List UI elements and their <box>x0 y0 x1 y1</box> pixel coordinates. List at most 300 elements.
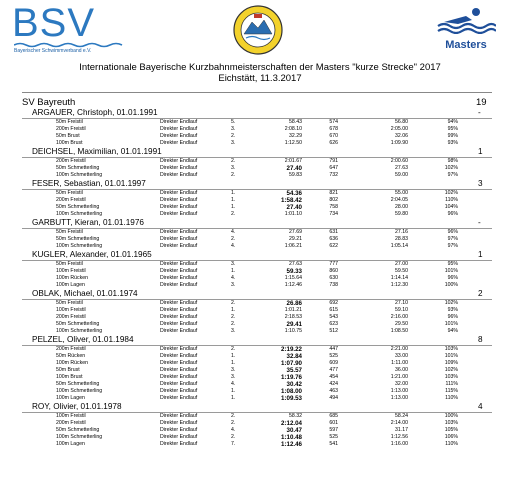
result-event: 100m Brust <box>56 374 83 380</box>
result-reference-time: 1:21.00 <box>390 374 408 380</box>
result-row <box>0 413 520 420</box>
result-row <box>0 165 520 172</box>
result-reference-time: 28.83 <box>395 236 408 242</box>
result-time: 35.57 <box>286 367 302 374</box>
result-row <box>0 381 520 388</box>
result-time: 29.21 <box>289 236 302 242</box>
result-round: Direkter Endlauf <box>160 236 198 242</box>
result-place: 4. <box>231 381 236 387</box>
result-points: 860 <box>329 268 338 274</box>
result-reference-time: 2:05.00 <box>390 126 408 132</box>
result-points: 541 <box>329 441 338 447</box>
result-reference-time: 28.00 <box>395 204 408 210</box>
result-time: 27.40 <box>286 204 302 211</box>
result-event: 100m Rücken <box>56 275 89 281</box>
result-round: Direkter Endlauf <box>160 360 198 366</box>
result-place: 2. <box>231 346 236 352</box>
result-event: 200m Freistil <box>56 158 86 164</box>
result-place: 2. <box>231 420 236 426</box>
header-divider <box>22 92 492 93</box>
result-round: Direkter Endlauf <box>160 314 198 320</box>
result-round: Direkter Endlauf <box>160 388 198 394</box>
result-round: Direkter Endlauf <box>160 427 198 433</box>
result-percentage: 97% <box>447 243 458 249</box>
result-event: 100m Rücken <box>56 360 89 366</box>
result-time: 2:08.10 <box>284 126 302 132</box>
result-reference-time: 2:16.00 <box>390 314 408 320</box>
result-time: 26.86 <box>286 300 302 307</box>
result-points: 626 <box>329 140 338 146</box>
result-time: 32.29 <box>289 133 302 139</box>
result-percentage: 96% <box>447 229 458 235</box>
result-place: 4. <box>231 243 236 249</box>
result-row <box>0 307 520 314</box>
result-points: 463 <box>329 388 338 394</box>
result-place: 2. <box>231 133 236 139</box>
result-round: Direkter Endlauf <box>160 211 198 217</box>
result-points: 670 <box>329 133 338 139</box>
result-row <box>0 158 520 165</box>
result-percentage: 101% <box>444 268 458 274</box>
result-row <box>0 314 520 321</box>
result-percentage: 99% <box>447 133 458 139</box>
result-place: 2. <box>231 158 236 164</box>
page-header <box>0 0 520 92</box>
result-row <box>0 140 520 147</box>
result-round: Direkter Endlauf <box>160 441 198 447</box>
result-place: 2. <box>231 321 236 327</box>
result-time: 27.63 <box>289 261 302 267</box>
result-time: 1:01.21 <box>284 307 302 313</box>
result-event: 50m Brust <box>56 367 80 373</box>
result-event: 50m Schmetterling <box>56 204 100 210</box>
result-time: 27.69 <box>289 229 302 235</box>
masters-logo-word: Masters <box>445 39 487 51</box>
result-percentage: 94% <box>447 328 458 334</box>
result-round: Direkter Endlauf <box>160 158 198 164</box>
result-percentage: 110% <box>445 197 458 203</box>
page-subtitle: Eichstätt, 11.3.2017 <box>218 73 302 84</box>
result-event: 50m Schmetterling <box>56 381 100 387</box>
result-place: 2. <box>231 211 236 217</box>
result-place: 2. <box>231 236 236 242</box>
result-row <box>0 395 520 402</box>
result-time: 2:01.67 <box>284 158 302 164</box>
result-row <box>0 321 520 328</box>
result-points: 454 <box>329 374 338 380</box>
result-reference-time: 59.00 <box>395 172 408 178</box>
result-place: 3. <box>231 328 236 334</box>
athlete-name: DEICHSEL, Maximilian, 01.01.1991 <box>32 147 162 156</box>
result-time: 32.84 <box>286 353 302 360</box>
result-points: 525 <box>329 353 338 359</box>
result-round: Direkter Endlauf <box>160 172 198 178</box>
result-place: 2. <box>231 300 236 306</box>
swimmer-icon <box>436 6 496 34</box>
masters-logo <box>436 6 496 51</box>
result-reference-time: 55.00 <box>395 190 408 196</box>
bsv-logo-subtitle: Bayerischer Schwimmverband e.V. <box>14 48 92 54</box>
result-time: 1:10.48 <box>281 434 302 441</box>
result-round: Direkter Endlauf <box>160 434 198 440</box>
result-round: Direkter Endlauf <box>160 328 198 334</box>
result-place: 2. <box>231 314 236 320</box>
result-points: 630 <box>329 275 338 281</box>
athlete-score: - <box>478 218 481 227</box>
result-points: 447 <box>329 346 338 352</box>
result-time: 54.36 <box>286 190 302 197</box>
result-time: 1:06.21 <box>284 243 302 249</box>
result-place: 2. <box>231 413 236 419</box>
result-round: Direkter Endlauf <box>160 346 198 352</box>
athlete-score: 1 <box>478 250 483 259</box>
result-points: 623 <box>329 321 338 327</box>
result-event: 50m Freistil <box>56 300 83 306</box>
result-percentage: 101% <box>444 321 458 327</box>
result-percentage: 93% <box>447 140 458 146</box>
bsv-logo <box>12 1 132 54</box>
result-points: 732 <box>329 172 338 178</box>
result-event: 50m Brust <box>56 133 80 139</box>
result-time: 59.83 <box>289 172 302 178</box>
result-reference-time: 2:04.05 <box>390 197 408 203</box>
result-place: 1. <box>231 307 236 313</box>
result-row <box>0 229 520 236</box>
result-reference-time: 2:14.00 <box>390 420 408 426</box>
result-row <box>0 353 520 360</box>
athlete-name: OBLAK, Michael, 01.01.1974 <box>32 289 138 298</box>
result-event: 100m Lagen <box>56 395 85 401</box>
result-event: 100m Schmetterling <box>56 211 103 217</box>
result-percentage: 94% <box>447 119 458 125</box>
result-round: Direkter Endlauf <box>160 353 198 359</box>
result-place: 1. <box>231 197 236 203</box>
result-time: 58.32 <box>289 413 302 419</box>
result-time: 1:09.53 <box>281 395 302 402</box>
result-place: 3. <box>231 165 236 171</box>
result-points: 574 <box>329 119 338 125</box>
result-percentage: 96% <box>447 275 458 281</box>
result-points: 631 <box>329 229 338 235</box>
result-place: 3. <box>231 282 236 288</box>
result-row <box>0 388 520 395</box>
result-reference-time: 1:12.30 <box>390 282 408 288</box>
result-place: 3. <box>231 126 236 132</box>
result-row <box>0 261 520 268</box>
result-reference-time: 27.10 <box>395 300 408 306</box>
result-reference-time: 1:14.14 <box>390 275 408 281</box>
result-round: Direkter Endlauf <box>160 413 198 419</box>
result-event: 200m Freistil <box>56 420 86 426</box>
result-time: 1:12.50 <box>284 140 302 146</box>
result-place: 1. <box>231 268 236 274</box>
result-reference-time: 1:12.56 <box>390 434 408 440</box>
result-points: 791 <box>329 158 338 164</box>
club-name: SV Bayreuth <box>22 97 76 108</box>
result-percentage: 100% <box>444 413 458 419</box>
result-percentage: 103% <box>444 374 458 380</box>
result-time: 1:10.75 <box>284 328 302 334</box>
result-row <box>0 427 520 434</box>
result-percentage: 102% <box>444 190 458 196</box>
athlete-name: PELZEL, Oliver, 01.01.1984 <box>32 335 134 344</box>
result-event: 100m Schmetterling <box>56 388 103 394</box>
result-round: Direkter Endlauf <box>160 282 198 288</box>
result-percentage: 110% <box>445 395 458 401</box>
result-event: 100m Lagen <box>56 282 85 288</box>
athlete-score: 8 <box>478 335 483 344</box>
result-round: Direkter Endlauf <box>160 140 198 146</box>
result-time: 1:12.46 <box>281 441 302 448</box>
result-round: Direkter Endlauf <box>160 374 198 380</box>
result-time: 1:07.90 <box>281 360 302 367</box>
result-round: Direkter Endlauf <box>160 204 198 210</box>
result-row <box>0 190 520 197</box>
result-place: 1. <box>231 388 236 394</box>
result-round: Direkter Endlauf <box>160 300 198 306</box>
result-place: 3. <box>231 367 236 373</box>
result-event: 50m Rücken <box>56 353 86 359</box>
result-points: 477 <box>329 367 338 373</box>
result-reference-time: 59.10 <box>395 307 408 313</box>
result-reference-time: 2:21.00 <box>390 346 408 352</box>
result-reference-time: 29.50 <box>395 321 408 327</box>
athlete-name: ARGAUER, Christoph, 01.01.1991 <box>32 108 158 117</box>
result-row <box>0 328 520 335</box>
result-place: 3. <box>231 140 236 146</box>
result-place: 3. <box>231 374 236 380</box>
result-points: 494 <box>329 395 338 401</box>
result-place: 3. <box>231 261 236 267</box>
result-points: 678 <box>329 126 338 132</box>
result-points: 758 <box>329 204 338 210</box>
result-percentage: 105% <box>444 427 458 433</box>
result-points: 692 <box>329 300 338 306</box>
result-time: 59.33 <box>286 268 302 275</box>
result-reference-time: 1:11.00 <box>391 360 408 366</box>
result-reference-time: 2:00.60 <box>390 158 408 164</box>
result-time: 2:12.04 <box>281 420 302 427</box>
result-round: Direkter Endlauf <box>160 133 198 139</box>
result-reference-time: 59.50 <box>395 268 408 274</box>
result-event: 50m Freistil <box>56 261 83 267</box>
result-round: Direkter Endlauf <box>160 307 198 313</box>
result-event: 100m Freistil <box>56 413 86 419</box>
result-percentage: 101% <box>444 353 458 359</box>
result-round: Direkter Endlauf <box>160 119 198 125</box>
result-time: 29.41 <box>286 321 302 328</box>
bsv-logo-letters: BSV <box>12 1 96 45</box>
result-row <box>0 367 520 374</box>
result-place: 2. <box>231 172 236 178</box>
result-reference-time: 32.00 <box>395 381 408 387</box>
result-points: 601 <box>329 420 338 426</box>
result-percentage: 97% <box>447 236 458 242</box>
result-round: Direkter Endlauf <box>160 229 198 235</box>
result-points: 512 <box>329 328 338 334</box>
result-row <box>0 275 520 282</box>
result-reference-time: 1:09.90 <box>390 140 408 146</box>
result-reference-time: 58.24 <box>395 413 408 419</box>
result-percentage: 106% <box>444 434 458 440</box>
result-percentage: 93% <box>447 307 458 313</box>
result-place: 1. <box>231 360 236 366</box>
result-time: 1:15.64 <box>284 275 302 281</box>
result-points: 777 <box>329 261 338 267</box>
athlete-name: GARBUTT, Kieran, 01.01.1976 <box>32 218 144 227</box>
athlete-score: 1 <box>478 147 483 156</box>
result-time: 58.43 <box>289 119 302 125</box>
result-row <box>0 172 520 179</box>
result-percentage: 104% <box>444 204 458 210</box>
result-points: 636 <box>329 236 338 242</box>
result-round: Direkter Endlauf <box>160 190 198 196</box>
result-percentage: 95% <box>447 126 458 132</box>
result-event: 50m Schmetterling <box>56 165 100 171</box>
result-reference-time: 1:08.50 <box>390 328 408 334</box>
result-round: Direkter Endlauf <box>160 381 198 387</box>
result-event: 50m Freistil <box>56 190 83 196</box>
result-points: 622 <box>329 243 338 249</box>
result-points: 597 <box>329 427 338 433</box>
result-place: 2. <box>231 434 236 440</box>
result-place: 5. <box>231 119 236 125</box>
result-event: 200m Freistil <box>56 126 86 132</box>
result-time: 30.42 <box>286 381 302 388</box>
result-event: 200m Freistil <box>56 314 86 320</box>
result-reference-time: 59.80 <box>395 211 408 217</box>
result-points: 424 <box>329 381 338 387</box>
result-place: 7. <box>231 441 236 447</box>
result-row <box>0 300 520 307</box>
result-time: 1:19.76 <box>281 374 302 381</box>
result-place: 4. <box>231 427 236 433</box>
result-row <box>0 243 520 250</box>
result-points: 685 <box>329 413 338 419</box>
result-event: 100m Lagen <box>56 441 85 447</box>
result-reference-time: 33.00 <box>395 353 408 359</box>
result-percentage: 96% <box>447 314 458 320</box>
result-event: 100m Brust <box>56 140 83 146</box>
result-round: Direkter Endlauf <box>160 197 198 203</box>
result-event: 50m Schmetterling <box>56 427 100 433</box>
result-row <box>0 126 520 133</box>
result-reference-time: 27.00 <box>395 261 408 267</box>
athlete-name: KUGLER, Alexander, 01.01.1965 <box>32 250 152 259</box>
result-percentage: 102% <box>444 300 458 306</box>
result-time: 2:18.53 <box>284 314 302 320</box>
result-time: 30.47 <box>286 427 302 434</box>
athlete-score: - <box>478 108 481 117</box>
result-percentage: 97% <box>447 172 458 178</box>
result-reference-time: 1:13.00 <box>390 388 408 394</box>
athlete-score: 3 <box>478 179 483 188</box>
result-points: 821 <box>329 190 338 196</box>
result-row <box>0 374 520 381</box>
result-event: 50m Freistil <box>56 229 83 235</box>
result-round: Direkter Endlauf <box>160 243 198 249</box>
result-percentage: 111% <box>445 381 458 387</box>
athlete-score: 2 <box>478 289 483 298</box>
result-percentage: 103% <box>444 420 458 426</box>
result-reference-time: 1:16.00 <box>390 441 408 447</box>
result-event: 100m Freistil <box>56 268 86 274</box>
result-percentage: 100% <box>444 282 458 288</box>
result-place: 4. <box>231 275 236 281</box>
result-event: 50m Schmetterling <box>56 321 100 327</box>
result-points: 734 <box>329 211 338 217</box>
result-place: 1. <box>231 204 236 210</box>
result-reference-time: 32.06 <box>395 133 408 139</box>
result-event: 50m Schmetterling <box>56 236 100 242</box>
result-row <box>0 236 520 243</box>
result-points: 802 <box>329 197 338 203</box>
result-percentage: 96% <box>447 211 458 217</box>
result-time: 1:08.00 <box>281 388 302 395</box>
result-percentage: 102% <box>444 367 458 373</box>
result-points: 609 <box>329 360 338 366</box>
result-round: Direkter Endlauf <box>160 420 198 426</box>
result-reference-time: 36.00 <box>395 367 408 373</box>
result-reference-time: 1:05.14 <box>390 243 408 249</box>
result-time: 1:58.42 <box>281 197 302 204</box>
result-event: 100m Schmetterling <box>56 243 103 249</box>
result-time: 1:01.10 <box>284 211 302 217</box>
result-event: 200m Freistil <box>56 197 86 203</box>
result-percentage: 95% <box>447 261 458 267</box>
athlete-name: ROY, Olivier, 01.01.1978 <box>32 402 122 411</box>
result-row <box>0 441 520 448</box>
page-title: Internationale Bayerische Kurzbahnmeisterschaften der Masters "kurze Strecke" 2017 <box>79 62 441 73</box>
result-percentage: 115% <box>445 388 458 394</box>
result-percentage: 103% <box>444 346 458 352</box>
result-event: 200m Freistil <box>56 346 86 352</box>
result-round: Direkter Endlauf <box>160 126 198 132</box>
result-points: 738 <box>329 282 338 288</box>
result-row <box>0 346 520 353</box>
athlete-name: FESER, Sebastian, 01.01.1997 <box>32 179 146 188</box>
result-event: 100m Schmetterling <box>56 434 103 440</box>
result-row <box>0 204 520 211</box>
result-place: 4. <box>231 229 236 235</box>
result-event: 50m Freistil <box>56 119 83 125</box>
result-percentage: 110% <box>445 441 458 447</box>
result-percentage: 109% <box>444 360 458 366</box>
result-reference-time: 56.80 <box>395 119 408 125</box>
result-place: 1. <box>231 395 236 401</box>
result-percentage: 102% <box>444 165 458 171</box>
result-row <box>0 360 520 367</box>
result-time: 2:19.22 <box>281 346 302 353</box>
result-reference-time: 31.17 <box>395 427 408 433</box>
result-round: Direkter Endlauf <box>160 367 198 373</box>
result-round: Direkter Endlauf <box>160 321 198 327</box>
result-reference-time: 1:13.00 <box>390 395 408 401</box>
result-points: 525 <box>329 434 338 440</box>
result-row <box>0 282 520 289</box>
result-place: 1. <box>231 190 236 196</box>
result-points: 615 <box>329 307 338 313</box>
result-round: Direkter Endlauf <box>160 261 198 267</box>
result-event: 100m Schmetterling <box>56 172 103 178</box>
result-row <box>0 197 520 204</box>
result-reference-time: 27.16 <box>395 229 408 235</box>
club-score: 19 <box>476 97 487 108</box>
event-seal-icon <box>232 4 284 56</box>
result-round: Direkter Endlauf <box>160 165 198 171</box>
athlete-score: 4 <box>478 402 483 411</box>
result-percentage: 98% <box>447 158 458 164</box>
